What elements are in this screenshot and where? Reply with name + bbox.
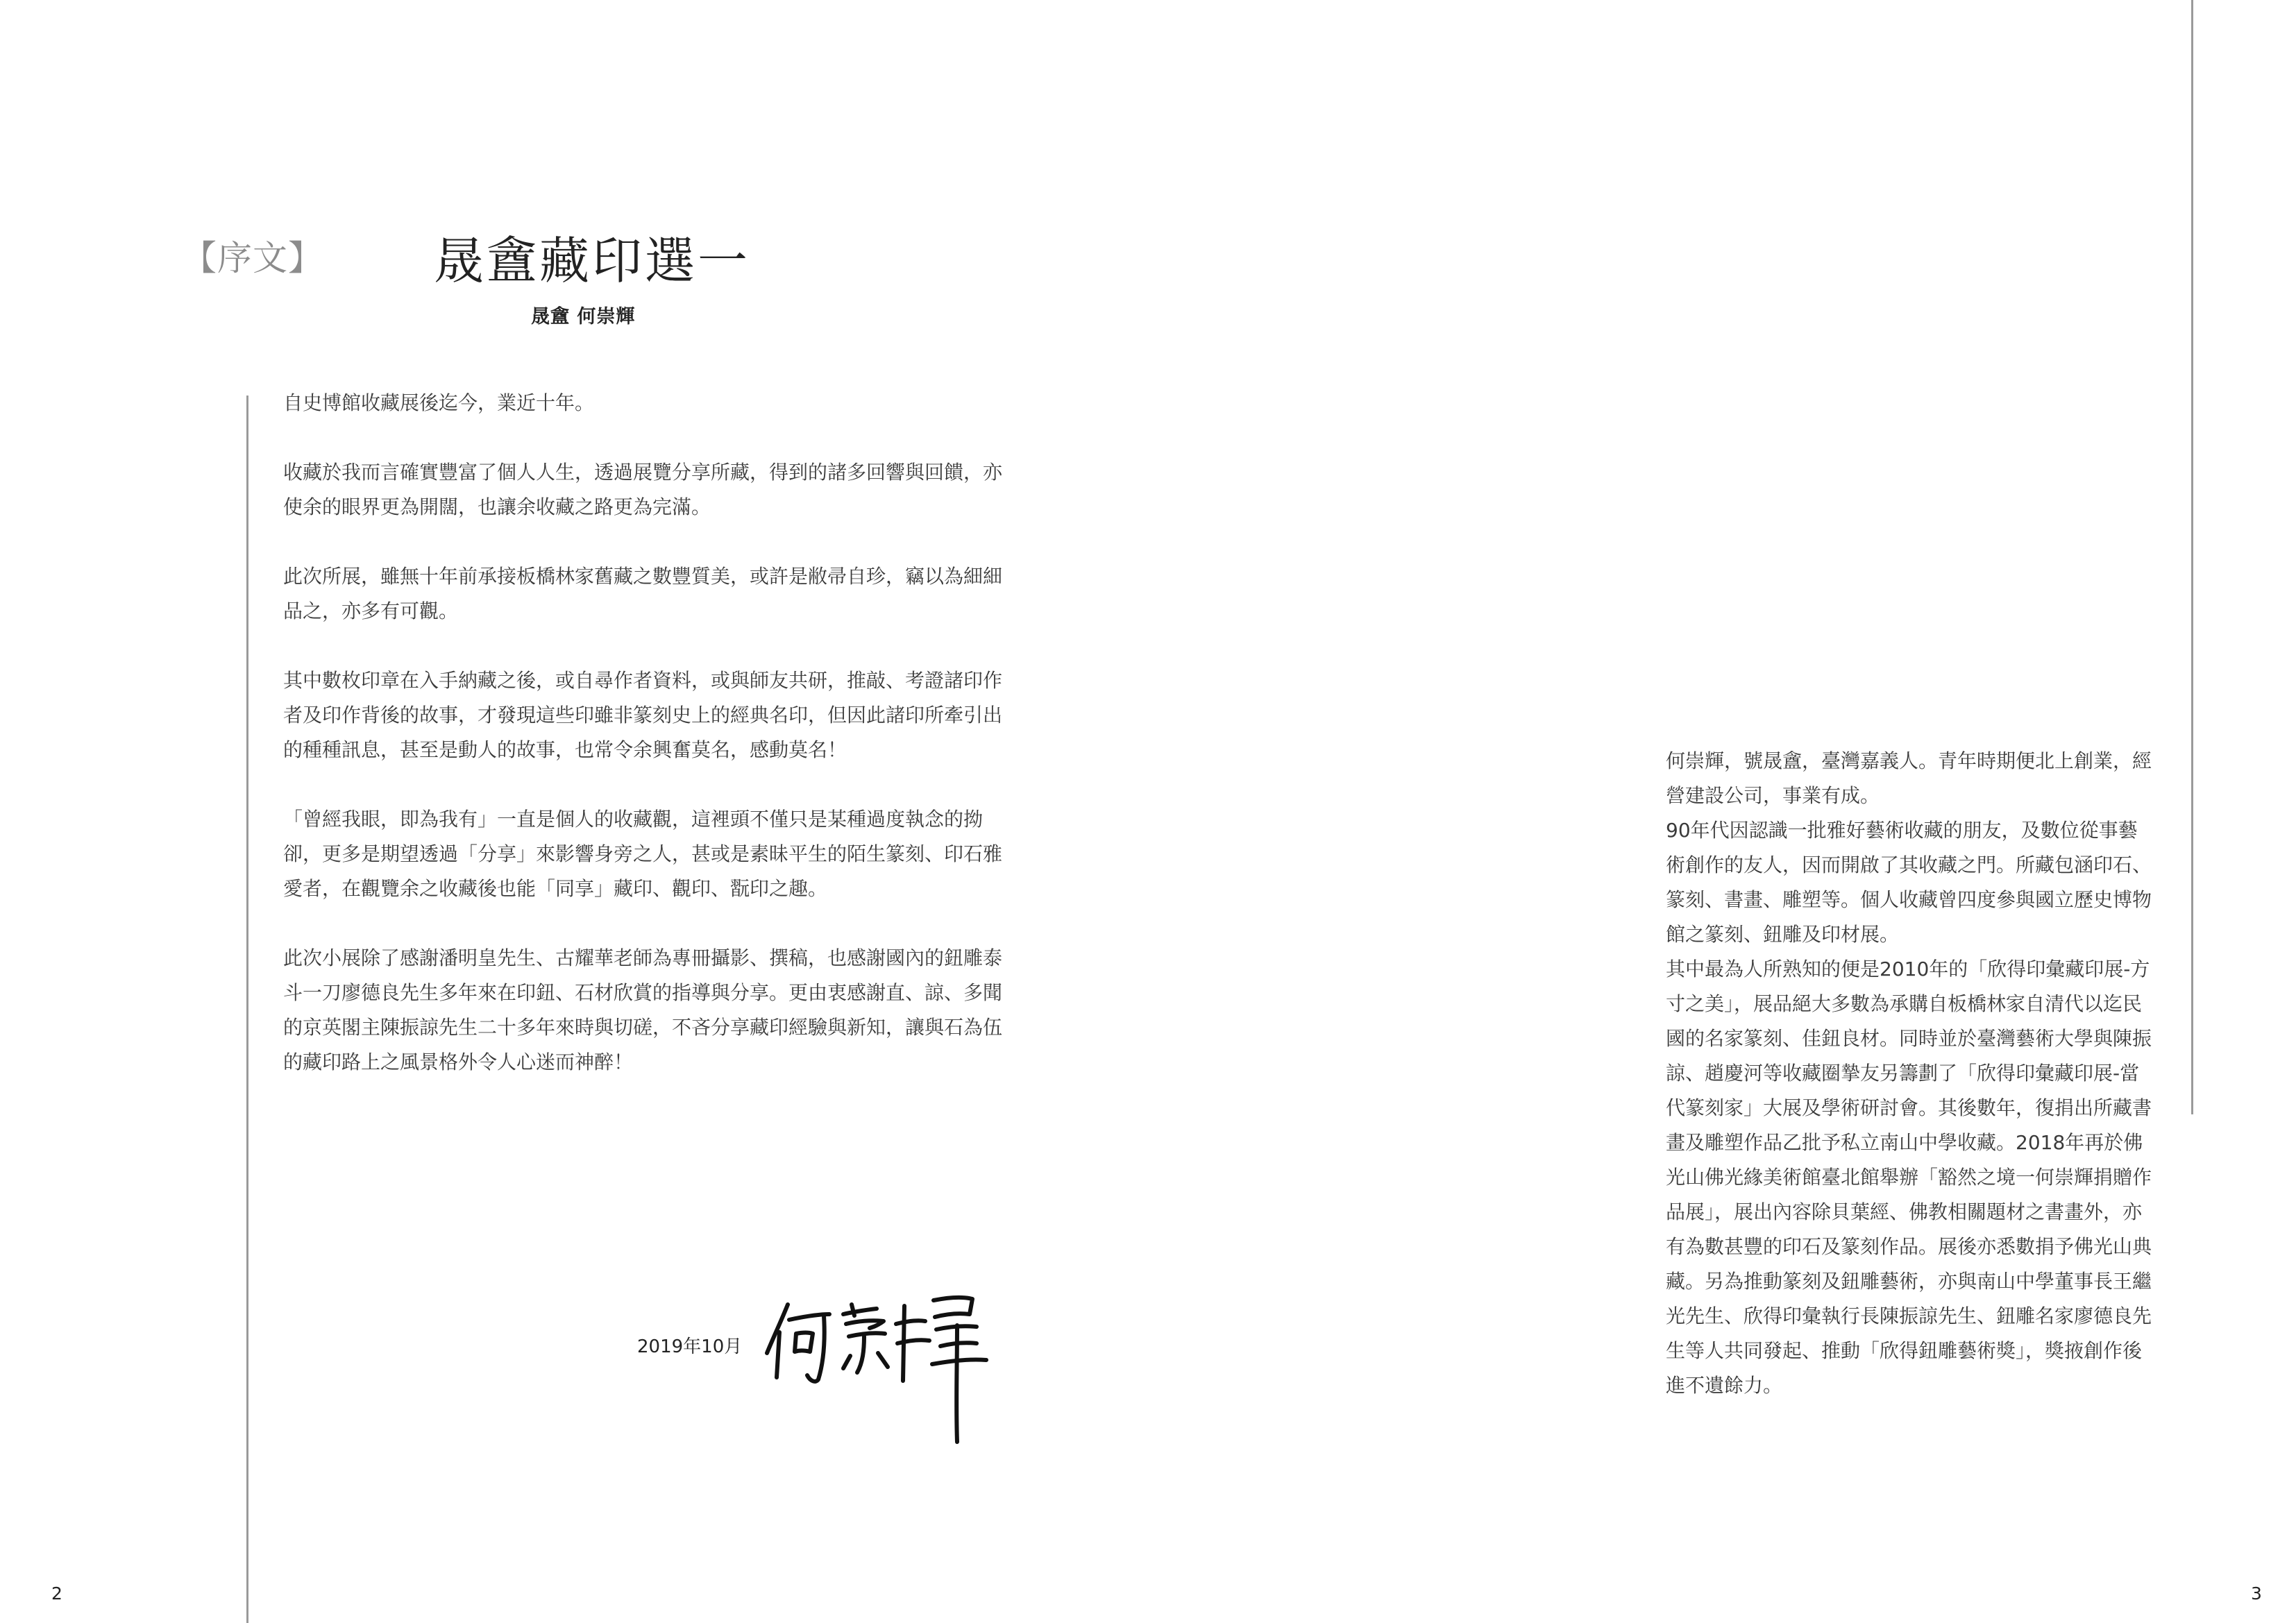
- preface-date: 2019年10月: [637, 1336, 743, 1357]
- bio-paragraph: 何崇輝，號晟盦，臺灣嘉義人。青年時期便北上創業，經營建設公司，事業有成。: [1666, 749, 2152, 807]
- preface-paragraph: 此次所展，雖無十年前承接板橋林家舊藏之數豐質美，或許是敝帚自珍，竊以為細細品之，亦多有可觀。: [283, 565, 1003, 622]
- author-bio: [1666, 744, 2152, 1403]
- left-vertical-rule: [246, 396, 248, 1623]
- author-line: 晟盦 何崇輝: [531, 306, 636, 328]
- bio-paragraph: 90年代因認識一批雅好藝術收藏的朋友，及數位從事藝術創作的友人，因而開啟了其收藏之門。所藏包涵印石、篆刻、書畫、雕塑等。個人收藏曾四度參與國立歷史博物館之篆刻、鈕雕及印材展。: [1666, 819, 2152, 946]
- bio-paragraph: 其中最為人所熟知的便是2010年的「欣得印彙藏印展-方寸之美」，展品絕大多數為承購自板橋林家自清代以迄民國的名家篆刻、佳鈕良材。同時並於臺灣藝術大學與陳振諒、趙慶河等收藏圈摯友另籌劃了「欣得印彙藏印展-當代篆刻家」大展及學術研討會。其後數年，復捐出所藏書畫及雕塑作品乙批予私立南山中學收藏。2018年再於佛光山佛光緣美術館臺北館舉辦「豁然之境一何崇輝捐贈作品展」，展出內容除貝葉經、佛教相關題材之書畫外，亦有為數甚豐的印石及篆刻作品。展後亦悉數捐予佛光山典藏。另為推動篆刻及鈕雕藝術，亦與南山中學董事長王繼光先生、欣得印彙執行長陳振諒先生、鈕雕名家廖德良先生等人共同發起、推動「欣得鈕雕藝術獎」，獎掖創作後進不遺餘力。: [1666, 958, 2152, 1397]
- section-label: 【序文】: [182, 238, 323, 278]
- preface-paragraph: 此次小展除了感謝潘明皇先生、古耀華老師為專冊攝影、撰稿，也感謝國內的鈕雕泰斗一刀廖德良先生多年來在印鈕、石材欣賞的指導與分享。更由衷感謝直、諒、多聞的京英閣主陳振諒先生二十多年來時與切磋，不吝分享藏印經驗與新知，讓與石為伍的藏印路上之風景格外令人心迷而神醉！: [283, 946, 1003, 1073]
- right-vertical-rule: [2191, 0, 2193, 1114]
- preface-paragraph: 收藏於我而言確實豐富了個人人生，透過展覽分享所藏，得到的諸多回響與回饋，亦使余的眼界更為開闊，也讓余收藏之路更為完滿。: [283, 461, 1003, 518]
- preface-body: [283, 386, 1012, 1114]
- preface-paragraph: 「曾經我眼，即為我有」一直是個人的收藏觀，這裡頭不僅只是某種過度執念的拗卻，更多是期望透過「分享」來影響身旁之人，甚或是素昧平生的陌生篆刻、印石雅愛者，在觀覽余之收藏後也能「同享」藏印、觀印、翫印之趣。: [283, 808, 1003, 900]
- page-title: 晟盦藏印選一: [434, 232, 751, 290]
- page-number-left: 2: [51, 1583, 62, 1604]
- preface-paragraph: 其中數枚印章在入手納藏之後，或自尋作者資料，或與師友共研，推敲、考證諸印作者及印作背後的故事，才發現這些印雖非篆刻史上的經典名印，但因此諸印所牽引出的種種訊息，甚至是動人的故事，也常令余興奮莫名，感動莫名！: [283, 669, 1003, 761]
- preface-paragraph: 自史博館收藏展後迄今，業近十年。: [283, 391, 595, 414]
- page-number-right: 3: [2251, 1583, 2262, 1604]
- signature-icon: [760, 1284, 996, 1450]
